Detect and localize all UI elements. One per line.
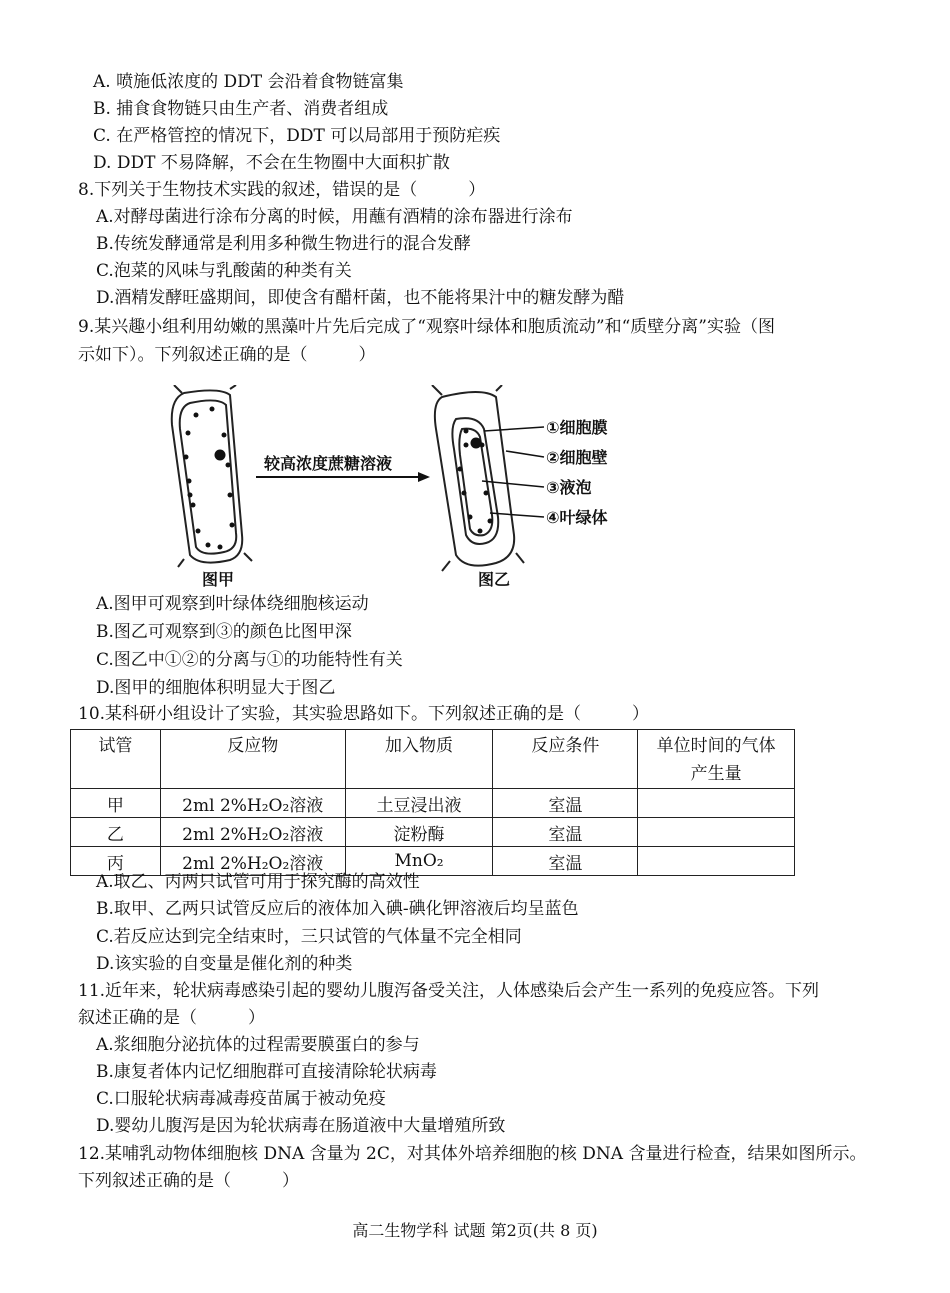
q11-stem-line1: 11.近年来，轮状病毒感染引起的婴幼儿腹泻备受关注，人体感染后会产生一系列的免疫应答。下列 xyxy=(78,981,820,1001)
q11-option-d: D.婴幼儿腹泻是因为轮状病毒在肠道液中大量增殖所致 xyxy=(96,1116,506,1136)
table-header-row xyxy=(71,730,795,789)
cell-reactant: 2ml 2%H₂O₂溶液 xyxy=(160,789,345,818)
header-gas-line2: 产生量 xyxy=(690,764,742,784)
cell-added: 土豆浸出液 xyxy=(345,789,493,818)
cell-tube: 甲 xyxy=(71,789,161,818)
q8-option-c: C.泡菜的风味与乳酸菌的种类有关 xyxy=(96,261,352,281)
cell-tube: 丙 xyxy=(71,847,161,876)
table-row xyxy=(71,818,795,847)
cell-reactant: 2ml 2%H₂O₂溶液 xyxy=(160,818,345,847)
label-vacuole: ③液泡 xyxy=(546,478,592,497)
header-gas-line1: 单位时间的气体 xyxy=(656,736,776,756)
q9-option-d: D.图甲的细胞体积明显大于图乙 xyxy=(96,678,336,698)
q10-option-a: A.取乙、丙两只试管可用于探究酶的高效性 xyxy=(96,872,420,892)
cell-condition: 室温 xyxy=(493,789,638,818)
q7-option-c: C. 在严格管控的情况下，DDT 可以局部用于预防疟疾 xyxy=(93,126,501,146)
cell-reactant: 2ml 2%H₂O₂溶液 xyxy=(160,847,345,876)
q10-stem: 10.某科研小组设计了实验，其实验思路如下。下列叙述正确的是（ ） xyxy=(78,704,650,724)
q12-stem-line1: 12.某哺乳动物体细胞核 DNA 含量为 2C，对其体外培养细胞的核 DNA 含量进行检查，结果如图所示。 xyxy=(78,1144,867,1164)
label-chloroplast: ④叶绿体 xyxy=(546,508,608,527)
header-gas xyxy=(638,730,795,789)
q9-stem-line1: 9.某兴趣小组利用幼嫩的黑藻叶片先后完成了“观察叶绿体和胞质流动”和“质壁分离”实验（图 xyxy=(78,317,775,337)
cell-condition: 室温 xyxy=(493,847,638,876)
caption-left: 图甲 xyxy=(202,570,235,589)
q11-option-a: A.浆细胞分泌抗体的过程需要膜蛋白的参与 xyxy=(96,1035,420,1055)
arrow-head xyxy=(418,472,430,482)
cell-added: MnO₂ xyxy=(345,847,493,876)
cell-gas xyxy=(638,789,795,818)
q10-option-b: B.取甲、乙两只试管反应后的液体加入碘-碘化钾溶液后均呈蓝色 xyxy=(96,899,579,919)
q12-stem-line2: 下列叙述正确的是（ ） xyxy=(78,1171,299,1191)
cell-added: 淀粉酶 xyxy=(345,818,493,847)
header-reactant: 反应物 xyxy=(160,730,345,789)
cell-b xyxy=(432,385,524,571)
label-cell-wall: ②细胞壁 xyxy=(546,448,608,467)
q11-option-b: B.康复者体内记忆细胞群可直接清除轮状病毒 xyxy=(96,1062,437,1082)
cell-gas xyxy=(638,847,795,876)
q9-figure xyxy=(160,385,640,594)
q9-stem-line2: 示如下）。下列叙述正确的是（ ） xyxy=(78,345,376,365)
label-cell-membrane: ①细胞膜 xyxy=(546,418,608,437)
q8-option-d: D.酒精发酵旺盛期间，即使含有醋杆菌，也不能将果汁中的糖发酵为醋 xyxy=(96,288,625,308)
q7-option-b: B. 捕食食物链只由生产者、消费者组成 xyxy=(93,99,389,119)
header-added: 加入物质 xyxy=(345,730,493,789)
q8-option-b: B.传统发酵通常是利用多种微生物进行的混合发酵 xyxy=(96,234,471,254)
q11-stem-line2: 叙述正确的是（ ） xyxy=(78,1008,265,1028)
cell-diagram xyxy=(160,385,640,590)
caption-right: 图乙 xyxy=(478,570,511,589)
q9-option-c: C.图乙中①②的分离与①的功能特性有关 xyxy=(96,650,403,670)
q10-table xyxy=(70,729,795,876)
header-tube: 试管 xyxy=(71,730,161,789)
q10-option-c: C.若反应达到完全结束时，三只试管的气体量不完全相同 xyxy=(96,927,522,947)
q11-option-c: C.口服轮状病毒减毒疫苗属于被动免疫 xyxy=(96,1089,386,1109)
cell-tube: 乙 xyxy=(71,818,161,847)
page-footer: 高二生物学科 试题 第2页(共 8 页) xyxy=(352,1221,598,1240)
cell-a xyxy=(172,385,252,567)
cell-gas xyxy=(638,818,795,847)
cell-condition: 室温 xyxy=(493,818,638,847)
arrow-label: 较高浓度蔗糖溶液 xyxy=(264,454,393,473)
q9-option-b: B.图乙可观察到③的颜色比图甲深 xyxy=(96,622,352,642)
q7-option-a: A. 喷施低浓度的 DDT 会沿着食物链富集 xyxy=(93,72,404,92)
q10-option-d: D.该实验的自变量是催化剂的种类 xyxy=(96,954,353,974)
q9-option-a: A.图甲可观察到叶绿体绕细胞核运动 xyxy=(96,594,369,614)
header-condition: 反应条件 xyxy=(493,730,638,789)
table-row xyxy=(71,789,795,818)
q8-option-a: A.对酵母菌进行涂布分离的时候，用蘸有酒精的涂布器进行涂布 xyxy=(96,207,573,227)
q8-stem: 8.下列关于生物技术实践的叙述，错误的是（ ） xyxy=(78,180,486,200)
q7-option-d: D. DDT 不易降解，不会在生物圈中大面积扩散 xyxy=(93,153,450,173)
